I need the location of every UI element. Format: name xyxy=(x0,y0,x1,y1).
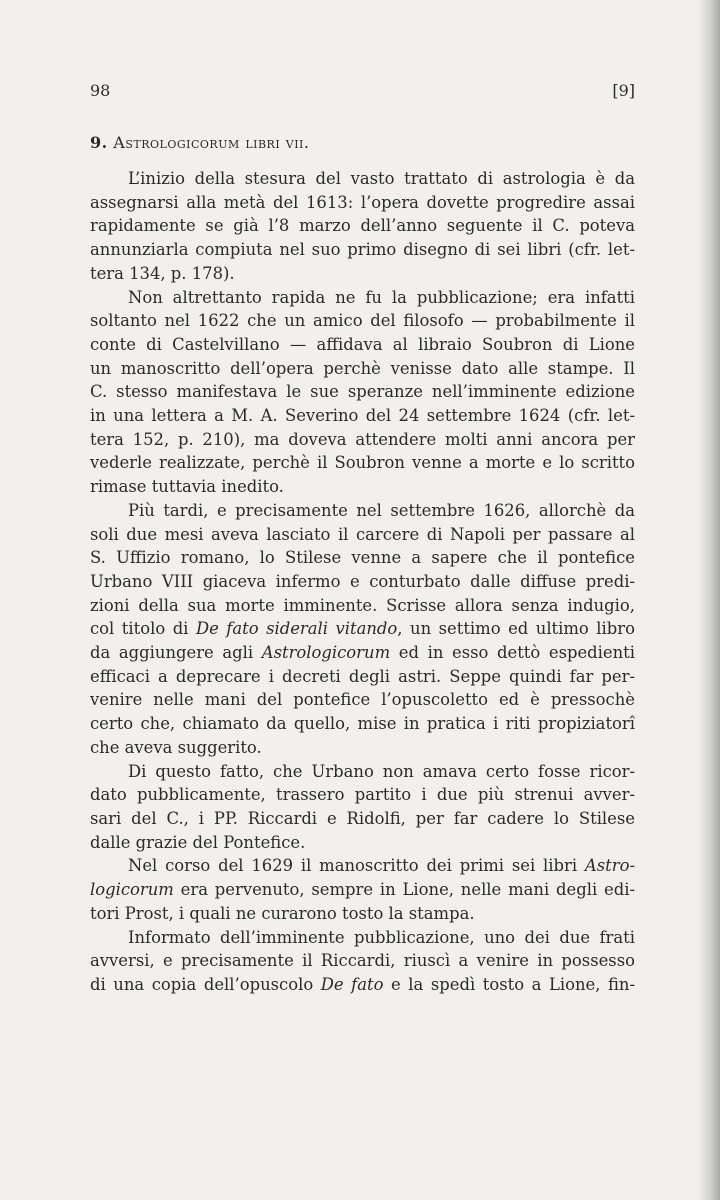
paragraph xyxy=(90,499,635,760)
text-line: rapidamente se già l’8 marzo dell’anno seguente il C. poteva xyxy=(90,216,635,236)
text-line: tera 134, p. 178). xyxy=(90,263,235,283)
text-line: dato pubblicamente, trassero partito i due più strenui avver- xyxy=(90,785,635,805)
page-edge-shadow xyxy=(698,0,720,1200)
paragraph xyxy=(90,854,635,925)
section-number: 9. xyxy=(90,133,108,152)
text-line: dalle grazie del Pontefice. xyxy=(90,832,306,852)
body-text xyxy=(90,167,635,997)
text-line: di una copia dell’opuscolo De fato e la spedì tosto a Lione, fin- xyxy=(90,974,636,994)
text-line: Urbano VIII giaceva infermo e conturbato dalle diffuse predi- xyxy=(90,571,635,591)
text-line: in una lettera a M. A. Severino del 24 settembre 1624 (cfr. let- xyxy=(90,406,635,426)
text-line: logicorum era pervenuto, sempre in Lione, nelle mani degli edi- xyxy=(90,880,635,900)
text-line: S. Uffizio romano, lo Stilese venne a sapere che il pontefice xyxy=(90,548,635,568)
text-line: soli due mesi aveva lasciato il carcere di Napoli per passare al xyxy=(90,524,635,544)
text-line: che aveva suggerito. xyxy=(90,737,262,757)
text-line: L’inizio della stesura del vasto trattato di astrologia è da xyxy=(128,169,635,188)
running-header xyxy=(90,81,635,103)
paragraph xyxy=(90,167,635,286)
paragraph xyxy=(90,286,635,499)
section-title: Astrologicorum libri vii. xyxy=(113,133,310,152)
page-number: 98 xyxy=(90,81,111,100)
text-line: tera 152, p. 210), ma doveva attendere molti anni ancora per xyxy=(90,429,635,449)
text-line: Nel corso del 1629 il manoscritto dei primi sei libri Astro- xyxy=(128,856,635,876)
text-line: conte di Castelvillano — affidava al libraio Soubron di Lione xyxy=(90,334,635,354)
text-line: certo che, chiamato da quello, mise in pratica i riti propiziatorî xyxy=(90,714,635,734)
section-reference: [9] xyxy=(612,81,635,100)
text-line: Non altrettanto rapida ne fu la pubblicazione; era infatti xyxy=(128,287,635,307)
text-line: annunziarla compiuta nel suo primo disegno di sei libri (cfr. let- xyxy=(90,240,635,260)
text-line: assegnarsi alla metà del 1613: l’opera dovette progredire assai xyxy=(90,192,635,212)
text-line: soltanto nel 1622 che un amico del filosofo — probabilmente il xyxy=(90,311,635,331)
text-line: Più tardi, e precisamente nel settembre 1626, allorchè da xyxy=(128,500,635,520)
text-line: tori Prost, i quali ne curarono tosto la stampa. xyxy=(90,903,475,923)
text-line: un manoscritto dell’opera perchè venisse dato alle stampe. Il xyxy=(90,358,635,378)
text-line: rimase tuttavia inedito. xyxy=(90,477,284,497)
text-line: Di questo fatto, che Urbano non amava certo fosse ricor- xyxy=(128,761,635,781)
paragraph xyxy=(90,926,635,997)
text-line: efficaci a deprecare i decreti degli astri. Seppe quindi far per- xyxy=(90,666,635,686)
text-line: sari del C., i PP. Riccardi e Ridolfi, per far cadere lo Stilese xyxy=(90,808,635,828)
text-line: zioni della sua morte imminente. Scrisse allora senza indugio, xyxy=(90,595,635,615)
paragraph xyxy=(90,760,635,855)
text-line: da aggiungere agli Astrologicorum ed in esso dettò espedienti xyxy=(90,643,636,663)
text-line: vederle realizzate, perchè il Soubron venne a morte e lo scritto xyxy=(90,453,635,473)
text-line: venire nelle mani del pontefice l’opuscoletto ed è pressochè xyxy=(90,690,635,710)
text-line: C. stesso manifestava le sue speranze nell’imminente edizione xyxy=(90,382,635,402)
section-heading xyxy=(90,133,635,152)
text-line: Informato dell’imminente pubblicazione, uno dei due frati xyxy=(128,927,635,947)
text-line: avversi, e precisamente il Riccardi, riuscì a venire in possesso xyxy=(90,951,635,971)
text-line: col titolo di De fato siderali vitando, un settimo ed ultimo libro xyxy=(90,619,635,639)
